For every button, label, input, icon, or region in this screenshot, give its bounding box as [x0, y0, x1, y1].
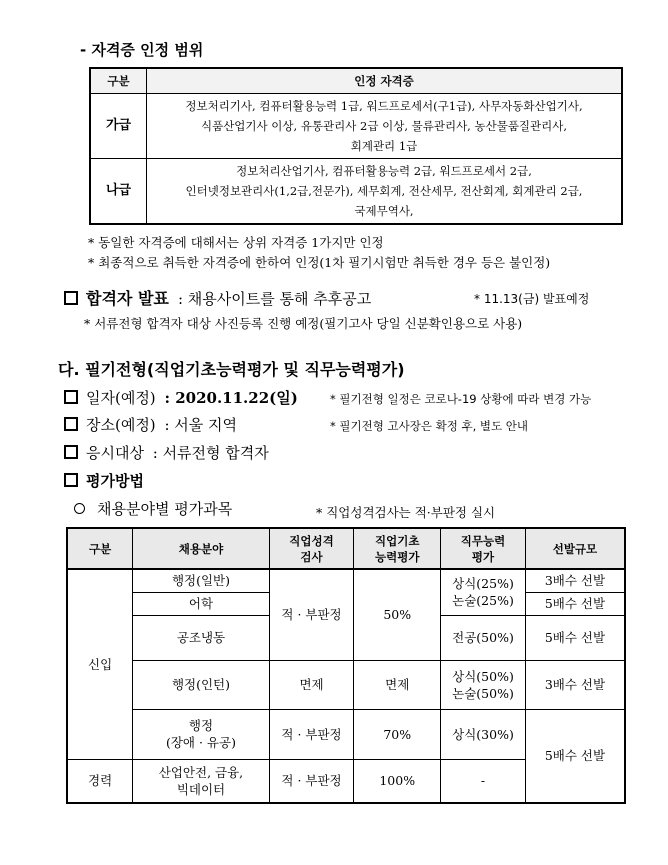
- subsection-title: 채용분야별 평가과목: [97, 500, 233, 518]
- grade-cell: 가급: [90, 94, 147, 159]
- announcement-text: : 채용사이트를 통해 추후공고: [177, 290, 372, 308]
- table-header: 직업기초 능력평가: [354, 528, 441, 569]
- info-row-target: [64, 442, 269, 463]
- section-title-qualification: - 자격증 인정 범위: [80, 41, 204, 59]
- section-title-written-test: 다. 필기전형(직업기초능력평가 및 직무능력평가): [58, 360, 405, 379]
- table-header: 구분: [90, 68, 147, 94]
- table-header: 채용분야: [133, 528, 269, 569]
- announcement-row: [64, 286, 371, 309]
- personality-cell: 적 · 부판정: [269, 569, 354, 660]
- checkbox-icon: [64, 445, 78, 459]
- info-value: : 2020.11.22(일): [164, 389, 298, 407]
- table-row: [67, 709, 625, 759]
- qualification-line: 회계관리 1급: [350, 139, 418, 153]
- scale-cell: 5배수 선발: [525, 615, 625, 660]
- info-label: 장소(예정): [86, 416, 156, 434]
- group-cell: 경력: [67, 759, 133, 803]
- qualification-line: 국제무역사,: [354, 204, 414, 218]
- scale-cell: 3배수 선발: [525, 569, 625, 592]
- job-cell: 상식(50%) 논술(50%): [441, 660, 526, 709]
- info-value: : 서울 지역: [164, 416, 238, 434]
- checkbox-icon: [64, 291, 78, 305]
- note-line: * 동일한 자격증에 대해서는 상위 자격증 1가지만 인정: [88, 235, 384, 250]
- qualification-cell: [147, 94, 623, 159]
- scale-cell: 5배수 선발: [525, 709, 625, 803]
- basic-cell: 50%: [354, 569, 441, 660]
- subsection-note: * 직업성격검사는 적·부판정 실시: [316, 505, 496, 520]
- field-cell: 행정(인턴): [133, 660, 269, 709]
- table-header: 인정 자격증: [147, 68, 623, 94]
- table-header: 직무능력 평가: [441, 528, 526, 569]
- subsection-row: [74, 498, 232, 519]
- field-cell: 행정 (장애 · 유공): [133, 709, 269, 759]
- table-header: 구분: [67, 528, 133, 569]
- circle-bullet-icon: [74, 503, 85, 514]
- field-cell: 행정(일반): [133, 569, 269, 592]
- info-note: * 필기전형 고사장은 확정 후, 별도 안내: [330, 419, 528, 433]
- qualification-cell: [147, 159, 623, 225]
- method-label: 평가방법: [86, 472, 144, 490]
- qualification-line: 정보처리기사, 컴퓨터활용능력 1급, 워드프로세서(구1급), 사무자동화산업기사,: [185, 99, 583, 113]
- checkbox-icon: [64, 390, 78, 404]
- announcement-note: * 11.13(금) 발표예정: [474, 292, 590, 306]
- job-cell: -: [441, 759, 526, 803]
- field-cell: 산업안전, 금융, 빅데이터: [133, 759, 269, 803]
- qualification-line: 식품산업기사 이상, 유통관리사 2급 이상, 물류관리사, 농산물품질관리사,: [200, 119, 568, 133]
- table-row: [90, 94, 622, 159]
- table-row: [67, 569, 625, 592]
- basic-cell: 100%: [354, 759, 441, 803]
- table-header: 직업성격 검사: [269, 528, 354, 569]
- job-cell: 전공(50%): [441, 615, 526, 660]
- qualification-table: [89, 67, 623, 225]
- info-value: : 서류전형 합격자: [152, 444, 269, 462]
- info-row-method: [64, 470, 144, 491]
- info-label: 일자(예정): [86, 389, 156, 407]
- checkbox-icon: [64, 473, 78, 487]
- note-line: * 최종적으로 취득한 자격증에 한하여 인정(1차 필기시험만 취득한 경우 등은 불인정): [88, 255, 551, 270]
- info-row-place: [64, 414, 237, 435]
- qualification-line: 인터넷정보관리사(1,2급,전문가), 세무회계, 전산세무, 전산회계, 회계관리 2급,: [185, 184, 583, 198]
- personality-cell: 적 · 부판정: [269, 759, 354, 803]
- table-row: [90, 159, 622, 225]
- table-row: [67, 660, 625, 709]
- personality-cell: 적 · 부판정: [269, 709, 354, 759]
- grade-cell: 나급: [90, 159, 147, 225]
- basic-cell: 70%: [354, 709, 441, 759]
- job-cell: 상식(30%): [441, 709, 526, 759]
- group-cell: 신입: [67, 569, 133, 759]
- table-header: 선발규모: [525, 528, 625, 569]
- info-label: 응시대상: [86, 444, 144, 462]
- qualification-line: 정보처리산업기사, 컴퓨터활용능력 2급, 워드프로세서 2급,: [236, 164, 532, 178]
- field-cell: 어학: [133, 592, 269, 615]
- job-cell: 상식(25%) 논술(25%): [441, 569, 526, 615]
- info-note: * 필기전형 일정은 코로나-19 상황에 따라 변경 가능: [330, 392, 592, 406]
- basic-cell: 면제: [354, 660, 441, 709]
- info-row-date: [64, 387, 298, 408]
- evaluation-table: [66, 527, 626, 804]
- field-cell: 공조냉동: [133, 615, 269, 660]
- scale-cell: 5배수 선발: [525, 592, 625, 615]
- personality-cell: 면제: [269, 660, 354, 709]
- announcement-label: 합격자 발표: [86, 289, 169, 308]
- scale-cell: 3배수 선발: [525, 660, 625, 709]
- announcement-sub-note: * 서류전형 합격자 대상 사진등록 진행 예정(필기고사 당일 신분확인용으로 사용): [84, 316, 523, 331]
- checkbox-icon: [64, 417, 78, 431]
